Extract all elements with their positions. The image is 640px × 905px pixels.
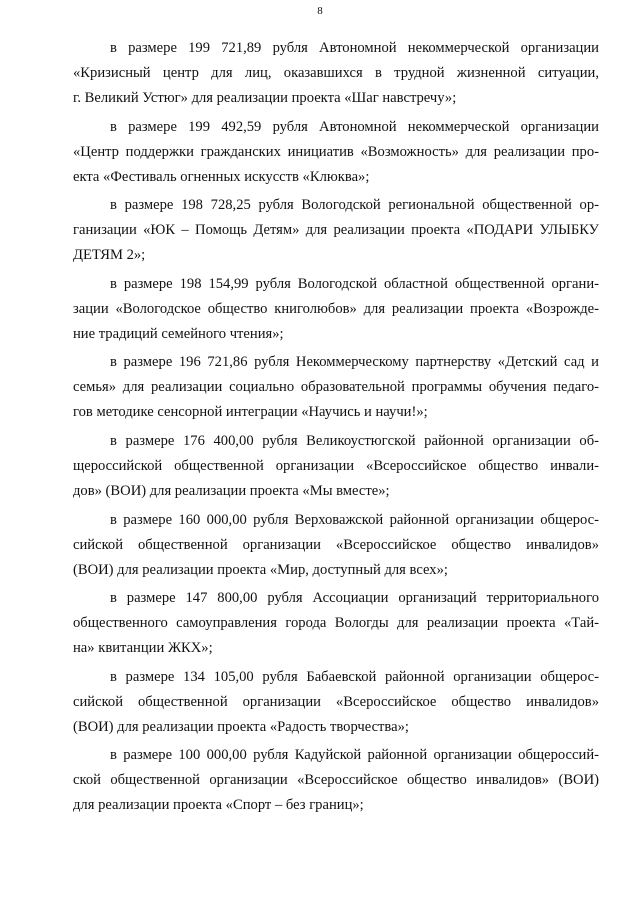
paragraph-line: «Центр поддержки гражданских инициатив «Возможность» для реализации про- [73,143,599,160]
paragraph-line: щероссийской общественной организации «Всероссийское общество инвали- [73,457,599,474]
paragraph-line: ДЕТЯМ 2»; [73,247,146,264]
paragraph-line: ние традиций семейного чтения»; [73,325,284,342]
paragraph-line: в размере 176 400,00 рубля Великоустюгской районной организации об- [110,432,599,449]
paragraph-line: сийской общественной организации «Всероссийское общество инвалидов» [73,693,599,710]
paragraph-line: дов» (ВОИ) для реализации проекта «Мы вместе»; [73,482,390,499]
paragraph [73,586,599,661]
paragraph-line: (ВОИ) для реализации проекта «Мир, доступный для всех»; [73,561,448,578]
paragraph-line: в размере 198 728,25 рубля Вологодской региональной общественной ор- [110,197,599,214]
paragraph [73,429,599,504]
paragraph [73,272,599,347]
paragraph-line: в размере 199 721,89 рубля Автономной некоммерческой организации [110,40,599,56]
paragraph [73,350,599,425]
paragraph [73,115,599,190]
paragraph-line: в размере 100 000,00 рубля Кадуйской районной организации общероссий- [110,747,599,764]
paragraph [73,36,599,111]
paragraph [73,665,599,740]
paragraph-line: ганизации «ЮК – Помощь Детям» для реализации проекта «ПОДАРИ УЛЫБКУ [73,222,599,239]
paragraph-line: в размере 199 492,59 рубля Автономной некоммерческой организации [110,118,599,135]
paragraph-line: в размере 134 105,00 рубля Бабаевской районной организации общерос- [110,668,599,685]
paragraph-line: екта «Фестиваль огненных искусств «Клюква»; [73,168,370,185]
paragraph-line: гов методике сенсорной интеграции «Научись и научи!»; [73,404,428,421]
paragraph-line: г. Великий Устюг» для реализации проекта «Шаг навстречу»; [73,90,457,106]
page-number: 8 [317,5,323,17]
paragraph-line: на» квитанции ЖКХ»; [73,640,213,657]
paragraph-line: зации «Вологодское общество книголюбов» для реализации проекта «Возрожде- [73,300,599,317]
paragraph [73,743,599,818]
paragraph-line: «Кризисный центр для лиц, оказавшихся в трудной жизненной ситуации, [73,65,599,81]
paragraph-line: в размере 147 800,00 рубля Ассоциации организаций территориального [110,590,599,607]
document-body [73,36,599,822]
paragraph-line: сийской общественной организации «Всероссийское общество инвалидов» [73,536,599,553]
paragraph [73,508,599,583]
paragraph-line: в размере 196 721,86 рубля Некоммерческому партнерству «Детский сад и [110,354,599,371]
paragraph-line: семья» для реализации социально образовательной программы обучения педаго- [73,379,599,396]
paragraph [73,193,599,268]
paragraph-line: в размере 160 000,00 рубля Верховажской районной организации общерос- [110,511,599,528]
paragraph-line: общественного самоуправления города Вологды для реализации проекта «Тай- [73,615,599,632]
paragraph-line: в размере 198 154,99 рубля Вологодской областной общественной органи- [110,275,599,292]
paragraph-line: (ВОИ) для реализации проекта «Радость творчества»; [73,718,409,735]
paragraph-line: ской общественной организации «Всероссийское общество инвалидов» (ВОИ) [73,772,599,789]
paragraph-line: для реализации проекта «Спорт – без границ»; [73,797,364,814]
